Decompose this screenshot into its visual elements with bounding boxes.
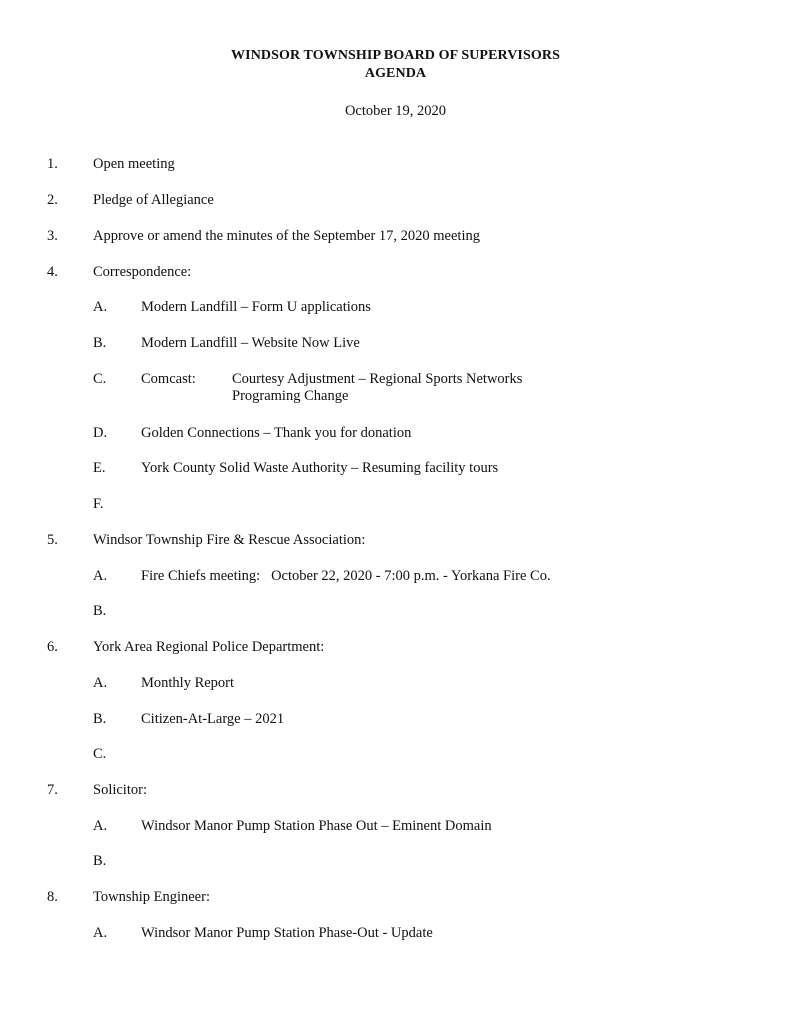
item-correspondence: Correspondence: [93,264,192,280]
sub-item-text: Modern Landfill – Website Now Live [141,335,360,351]
sub-item-text: Monthly Report [141,675,235,691]
sub-item-text: Citizen-At-Large – 2021 [141,711,285,727]
sub-item-letter: A. [93,925,108,941]
agenda-title-line1: WINDSOR TOWNSHIP BOARD OF SUPERVISORS [231,48,560,63]
sub-item-letter: A. [93,568,108,584]
agenda-date: October 19, 2020 [344,103,447,119]
item-engineer: Township Engineer: [93,889,210,905]
item-number: 4. [47,264,58,280]
item-number: 5. [47,532,58,548]
item-number: 7. [47,782,58,798]
sub-item-letter: F. [93,496,104,512]
sub-item-text: Golden Connections – Thank you for donation [141,425,412,441]
item-open-meeting: Open meeting [93,156,175,172]
item-solicitor: Solicitor: [93,782,147,798]
sub-item-letter: B. [93,335,107,351]
sub-item-letter: A. [93,675,108,691]
sub-item-text: Modern Landfill – Form U applications [141,299,371,315]
agenda-title-line2: AGENDA [364,66,427,81]
item-fire-rescue: Windsor Township Fire & Rescue Association: [93,532,366,548]
sub-item-label: Comcast: [141,371,196,387]
sub-item-text: Windsor Manor Pump Station Phase-Out - Update [141,925,433,941]
sub-item-letter: A. [93,299,108,315]
sub-item-letter: D. [93,425,108,441]
sub-item-text: Fire Chiefs meeting: October 22, 2020 - 7:00 p.m. - Yorkana Fire Co. [141,568,551,584]
sub-item-letter: E. [93,460,106,476]
sub-item-letter: B. [93,853,107,869]
sub-item-text: York County Solid Waste Authority – Resuming facility tours [141,460,499,476]
item-number: 2. [47,192,58,208]
sub-item-letter: C. [93,371,107,387]
sub-item-letter: B. [93,711,107,727]
item-pledge: Pledge of Allegiance [93,192,214,208]
sub-item-letter: C. [93,746,107,762]
sub-item-letter: A. [93,818,108,834]
item-number: 6. [47,639,58,655]
sub-item-text-continued: Programing Change [232,388,349,404]
item-police: York Area Regional Police Department: [93,639,325,655]
sub-item-letter: B. [93,603,107,619]
item-number: 8. [47,889,58,905]
item-number: 1. [47,156,58,172]
sub-item-text: Windsor Manor Pump Station Phase Out – Eminent Domain [141,818,492,834]
sub-item-text: Courtesy Adjustment – Regional Sports Networks [232,371,523,387]
item-number: 3. [47,228,58,244]
item-approve-minutes: Approve or amend the minutes of the September 17, 2020 meeting [93,228,480,244]
